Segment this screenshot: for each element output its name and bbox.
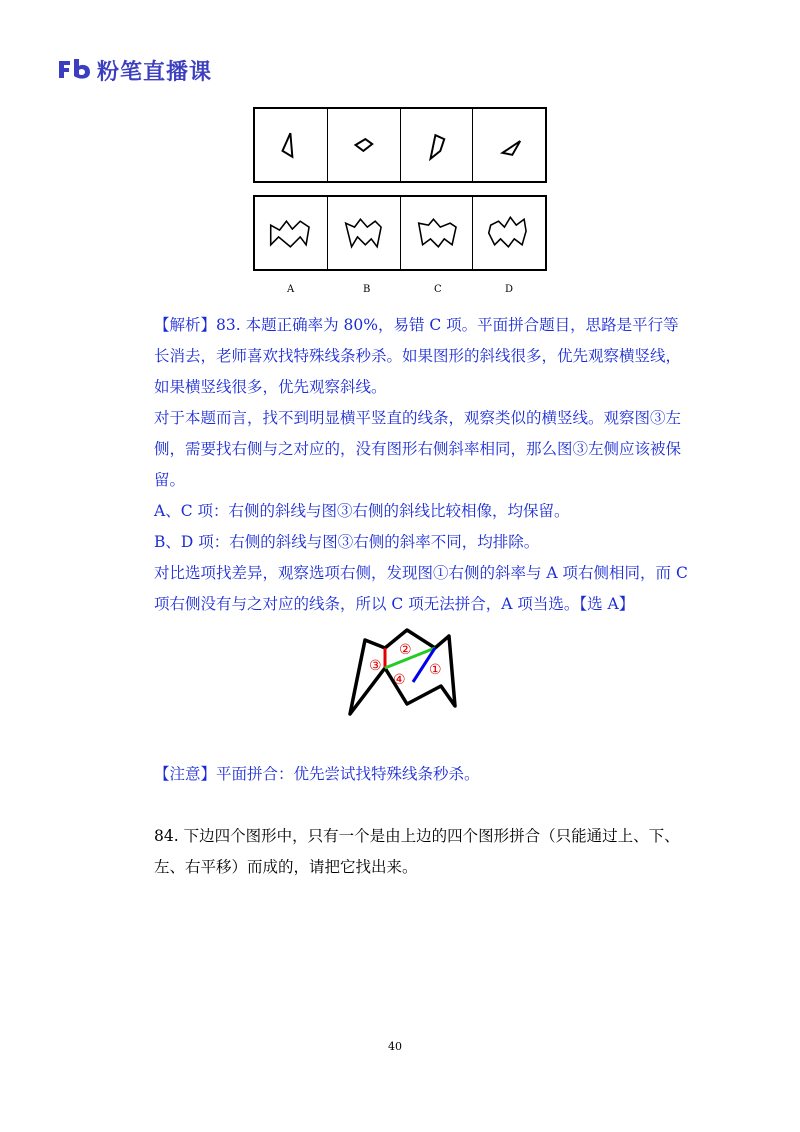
marker-1: ① — [429, 662, 442, 678]
solution-diagram — [345, 626, 463, 718]
note-paragraph: 【注意】平面拼合：优先尝试找特殊线条秒杀。 — [154, 765, 480, 783]
piece-1 — [255, 109, 328, 181]
analysis-paragraph-2: 对于本题而言，找不到明显横平竖直的线条，观察类似的横竖线。观察图③左侧，需要找右侧与之对应的，没有图形右侧斜率相同，那么图③左侧应该被保留。 — [154, 409, 682, 489]
piece-4 — [473, 109, 545, 181]
analysis-paragraph-4: B、D 项：右侧的斜线与图③右侧的斜率不同，均排除。 — [154, 533, 540, 551]
option-label-c: C — [434, 284, 442, 295]
option-label-d: D — [505, 284, 514, 295]
marker-3: ③ — [369, 658, 382, 674]
marker-4: ④ — [393, 672, 406, 688]
options-row — [253, 195, 547, 271]
question-84: 84. 下边四个图形中，只有一个是由上边的四个图形拼合（只能通过上、下、左、右平移）而成的，请把它找出来。 — [154, 827, 680, 876]
piece-2 — [328, 109, 401, 181]
option-b-figure — [328, 197, 401, 269]
analysis-paragraph-3: A、C 项：右侧的斜线与图③右侧的斜线比较相像，均保留。 — [154, 502, 570, 520]
option-d-figure — [473, 197, 545, 269]
option-a-figure — [255, 197, 328, 269]
analysis-paragraph-5: 对比选项找差异，观察选项右侧，发现图①右侧的斜率与 A 项右侧相同，而 C 项右侧没有与之对应的线条，所以 C 项无法拼合，A 项当选。【选 A】 — [154, 564, 688, 613]
option-label-b: B — [363, 284, 371, 295]
piece-3 — [401, 109, 474, 181]
option-c-figure — [401, 197, 474, 269]
brand-name: 粉笔直播课 — [97, 60, 213, 85]
pieces-row — [253, 107, 547, 183]
option-label-a: A — [287, 284, 295, 295]
analysis-paragraph-1: 【解析】83. 本题正确率为 80%，易错 C 项。平面拼合题目，思路是平行等长消去，老师喜欢找特殊线条秒杀。如果图形的斜线很多，优先观察横竖线，如果横竖线很多，优先观察斜线。 — [154, 316, 682, 396]
marker-2: ② — [399, 642, 412, 658]
fenbi-logo-icon — [57, 58, 91, 80]
page-number: 40 — [388, 1040, 402, 1053]
